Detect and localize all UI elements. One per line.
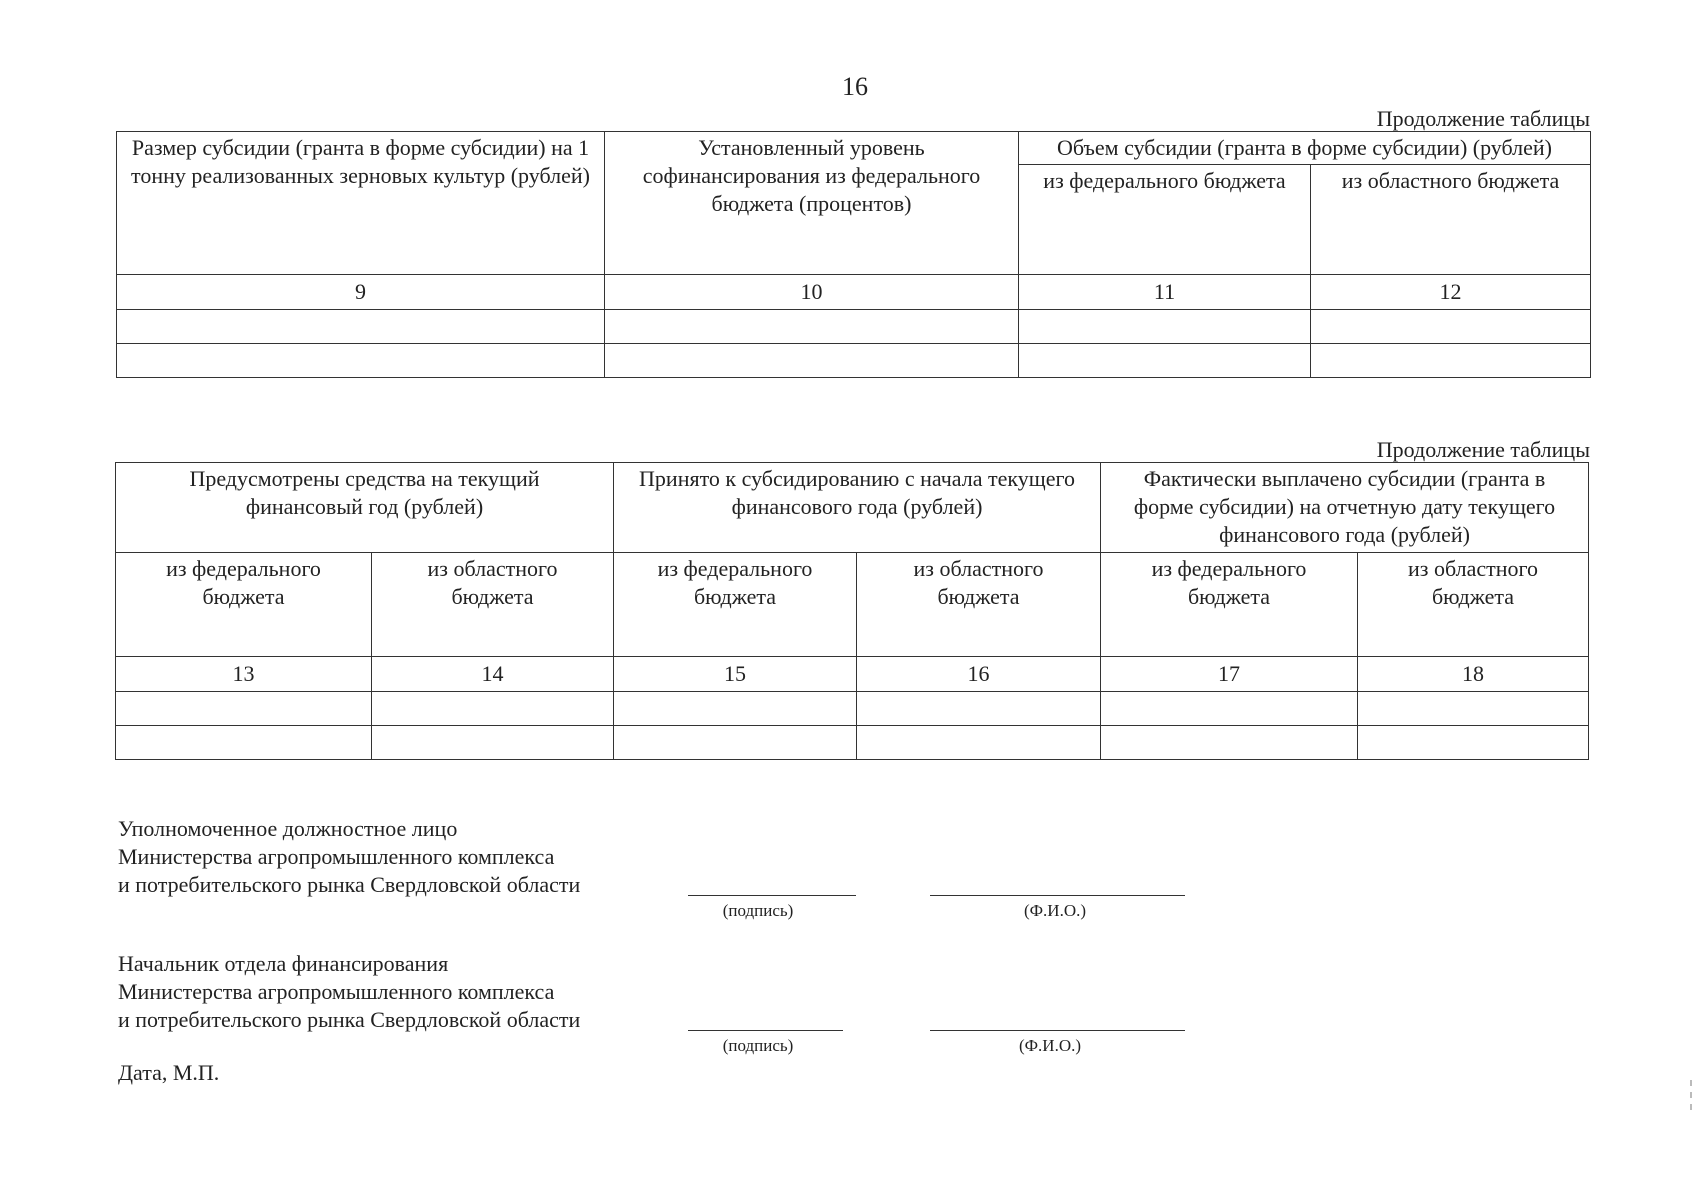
signatory-title-line: Министерства агропромышленного комплекса xyxy=(118,844,555,869)
table2-number-cell: 14 xyxy=(372,657,614,692)
table-cell[interactable] xyxy=(1019,344,1311,378)
table-cell[interactable] xyxy=(857,692,1101,726)
table2-number-cell: 15 xyxy=(614,657,857,692)
table2-number-cell: 13 xyxy=(116,657,372,692)
table2 xyxy=(115,462,1589,760)
table-cell[interactable] xyxy=(857,726,1101,760)
table-cell[interactable] xyxy=(605,310,1019,344)
table2-header-federal: из федерального бюджета xyxy=(1101,553,1358,657)
name-line[interactable] xyxy=(930,895,1185,896)
table-row xyxy=(117,310,1591,344)
table1-number-cell: 11 xyxy=(1019,275,1311,310)
signature-line[interactable] xyxy=(688,1030,843,1031)
table1 xyxy=(116,131,1591,378)
name-line[interactable] xyxy=(930,1030,1185,1031)
table1-header-col9: Размер субсидии (гранта в форме субсидии) на 1 тонну реализованных зерновых культур (рублей) xyxy=(117,132,605,275)
table-cell[interactable] xyxy=(605,344,1019,378)
table-cell[interactable] xyxy=(1101,726,1358,760)
table1-number-cell: 9 xyxy=(117,275,605,310)
table-cell[interactable] xyxy=(117,310,605,344)
table2-number-cell: 16 xyxy=(857,657,1101,692)
signature-block-finance-head xyxy=(118,950,580,1034)
table2-group-accepted: Принято к субсидированию с начала текущего финансового года (рублей) xyxy=(614,463,1101,553)
table1-number-cell: 10 xyxy=(605,275,1019,310)
table2-number-cell: 17 xyxy=(1101,657,1358,692)
date-stamp-label: Дата, М.П. xyxy=(118,1060,220,1085)
table2-header-regional: из областного бюджета xyxy=(857,553,1101,657)
name-caption: (Ф.И.О.) xyxy=(1023,901,1087,920)
table2-continuation-label: Продолжение таблицы xyxy=(1376,437,1590,462)
table1-header-col11: из федерального бюджета xyxy=(1019,165,1311,275)
table2-group-paid: Фактически выплачено субсидии (гранта в форме субсидии) на отчетную дату текущего финансового года (рублей) xyxy=(1101,463,1589,553)
table2-group-funds-planned: Предусмотрены средства на текущий финансовый год (рублей) xyxy=(116,463,614,553)
table-cell[interactable] xyxy=(117,344,605,378)
table2-header-federal: из федерального бюджета xyxy=(116,553,372,657)
table-cell[interactable] xyxy=(1311,344,1591,378)
name-caption: (Ф.И.О.) xyxy=(1018,1036,1082,1055)
signature-caption: (подпись) xyxy=(722,901,794,920)
signatory-title-line: и потребительского рынка Свердловской области xyxy=(118,1007,581,1032)
signatory-title-line: Министерства агропромышленного комплекса xyxy=(118,979,555,1004)
table2-number-row xyxy=(116,657,1589,692)
table2-header-federal: из федерального бюджета xyxy=(614,553,857,657)
page-number: 16 xyxy=(842,72,868,101)
table-cell[interactable] xyxy=(614,692,857,726)
table-cell[interactable] xyxy=(116,692,372,726)
table1-header-group: Объем субсидии (гранта в форме субсидии) (рублей) xyxy=(1019,132,1591,165)
table1-number-cell: 12 xyxy=(1311,275,1591,310)
signature-block-authorized-official xyxy=(118,815,580,899)
table-cell[interactable] xyxy=(1311,310,1591,344)
table-row xyxy=(116,726,1589,760)
scan-mark xyxy=(1690,1092,1692,1098)
table-cell[interactable] xyxy=(1358,692,1589,726)
table-row xyxy=(117,344,1591,378)
signatory-title-line: Начальник отдела финансирования xyxy=(118,951,449,976)
signatory-title-line: и потребительского рынка Свердловской области xyxy=(118,872,581,897)
table2-header-regional: из областного бюджета xyxy=(372,553,614,657)
signature-line[interactable] xyxy=(688,895,856,896)
table1-number-row xyxy=(117,275,1591,310)
table-cell[interactable] xyxy=(1358,726,1589,760)
table1-continuation-label: Продолжение таблицы xyxy=(1376,106,1590,131)
table1-header-col12: из областного бюджета xyxy=(1311,165,1591,275)
table-cell[interactable] xyxy=(1101,692,1358,726)
table-cell[interactable] xyxy=(372,692,614,726)
signatory-title-line: Уполномоченное должностное лицо xyxy=(118,816,458,841)
table-row xyxy=(116,692,1589,726)
table2-number-cell: 18 xyxy=(1358,657,1589,692)
signature-caption: (подпись) xyxy=(722,1036,794,1055)
scan-mark xyxy=(1690,1080,1692,1086)
table-cell[interactable] xyxy=(1019,310,1311,344)
scan-mark xyxy=(1690,1104,1692,1110)
table-cell[interactable] xyxy=(116,726,372,760)
table2-header-regional: из областного бюджета xyxy=(1358,553,1589,657)
table-cell[interactable] xyxy=(372,726,614,760)
table-cell[interactable] xyxy=(614,726,857,760)
table1-header-col10: Установленный уровень софинансирования из федерального бюджета (процентов) xyxy=(605,132,1019,275)
